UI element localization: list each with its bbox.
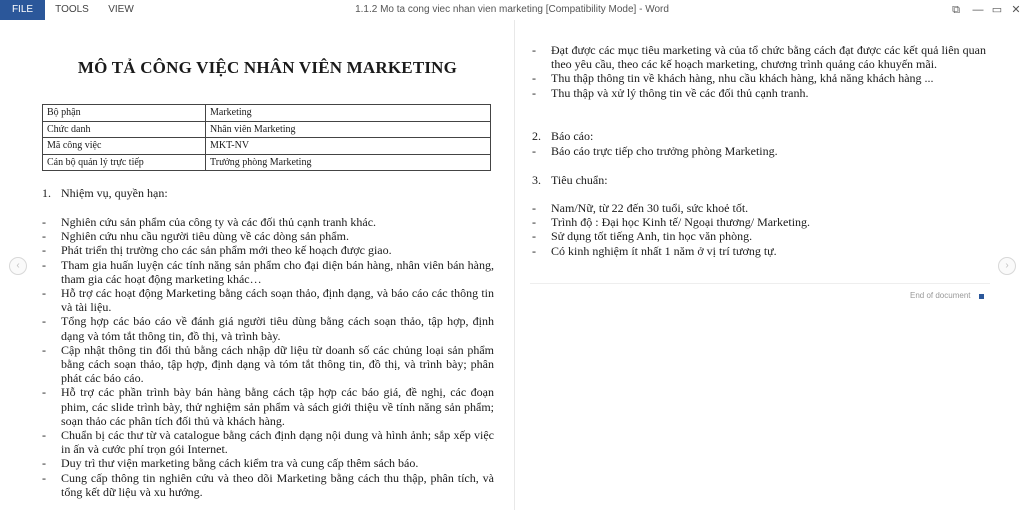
list-item: - Thu thập và xử lý thông tin về các đối thủ cạnh tranh.: [532, 85, 809, 100]
table-cell-value: Nhân viên Marketing: [206, 121, 491, 138]
list-item: - Tham gia huấn luyện các tính năng sản phẩm cho đại diện bán hàng, nhân viên bán hàng, tham gia các hoạt động marketing khác…: [42, 257, 494, 286]
document-title: MÔ TẢ CÔNG VIỆC NHÂN VIÊN MARKETING: [77, 58, 458, 77]
end-of-document-label: End of document: [910, 291, 971, 300]
section-1-list: [42, 215, 494, 499]
table-cell-key: Cán bộ quản lý trực tiếp: [43, 154, 206, 171]
job-info-table: [42, 104, 491, 171]
section-2-list: [532, 144, 986, 158]
close-icon[interactable]: ✕: [1011, 4, 1021, 16]
list-item: - Nghiên cứu sản phẩm của công ty và các đối thủ cạnh tranh khác.: [42, 215, 377, 229]
table-cell-key: Mã công việc: [43, 138, 206, 155]
list-item: - Báo cáo trực tiếp cho trưởng phòng Marketing.: [532, 144, 778, 158]
menu-file[interactable]: FILE: [0, 0, 45, 20]
list-item: - Cung cấp thông tin nghiên cứu và theo dõi Marketing bằng cách thu thập, phân tích, và tổng kết dữ liệu và xu hướng.: [42, 470, 494, 499]
section-1-heading: [42, 186, 482, 200]
list-item: - Cập nhật thông tin đối thủ bằng cách nhập dữ liệu từ doanh số các chủng loại sản phẩm bằng cách soạn thảo, tập hợp, định dạng và tóm tắt thông tin, đồ thị, và trình bày; phân phát các báo cáo.: [42, 342, 494, 386]
menu-tools[interactable]: TOOLS: [55, 4, 89, 15]
table-row: [43, 121, 491, 138]
table-cell-value: MKT-NV: [206, 138, 491, 155]
list-item: - Hỗ trợ các phần trình bày bán hàng bằng cách tập hợp các báo giá, đề nghị, các đoạn phim, các slide trình bày, thử nghiệm sản phẩm và sách giới thiệu về tính năng sản phẩm; soạn thảo các phân tích đối thủ và khách hàng.: [42, 385, 494, 428]
table-cell-value: Marketing: [206, 105, 491, 122]
maximize-icon[interactable]: ▭: [991, 4, 1003, 16]
list-item: - Trình độ : Đại học Kinh tế/ Ngoại thương/ Marketing.: [532, 215, 811, 230]
section-number: 1.: [42, 186, 51, 200]
restore-icon[interactable]: ⧉: [952, 4, 960, 16]
section-title: Tiêu chuẩn:: [551, 173, 608, 187]
minimize-icon[interactable]: —: [972, 4, 984, 16]
section-2-heading: [532, 129, 972, 143]
table-row: [43, 138, 491, 155]
list-item: - Duy trì thư viện marketing bằng cách kiểm tra và cung cấp thêm sách báo.: [42, 456, 419, 471]
table-row: [43, 154, 491, 171]
section-3-heading: [532, 173, 972, 187]
list-item: - Nam/Nữ, từ 22 đến 30 tuổi, sức khoẻ tốt.: [532, 201, 749, 215]
table-cell-key: Bộ phận: [43, 105, 206, 122]
page-divider: [514, 20, 515, 510]
previous-page-arrow-icon[interactable]: ‹: [9, 257, 27, 275]
list-item: - Hỗ trợ các hoạt động Marketing bằng cách soạn thảo, định dạng, và báo cáo các thông tin và tài liệu.: [42, 286, 494, 315]
list-item: - Chuẩn bị các thư từ và catalogue bằng cách định dạng nội dung và hình ảnh; sắp xếp việc in ấn và cước phí trọn gói Internet.: [42, 428, 494, 457]
end-of-document-marker-icon: [979, 294, 984, 299]
list-item: - Tổng hợp các báo cáo về đánh giá người tiêu dùng bằng cách soạn thảo, tập hợp, định dạng và tóm tắt thông tin, đồ thị, và trình bày.: [42, 314, 494, 343]
section-1-list-continued: [532, 43, 986, 100]
section-3-list: [532, 201, 986, 258]
page-end-line: [530, 283, 990, 284]
list-item: - Phát triển thị trường cho các sản phẩm mới theo kế hoạch được giao.: [42, 243, 392, 258]
list-item: - Nghiên cứu nhu cầu người tiêu dùng về các dòng sản phẩm.: [42, 229, 349, 244]
title-bar: [0, 0, 1024, 20]
menu-view[interactable]: VIEW: [108, 4, 134, 15]
next-page-arrow-icon[interactable]: ›: [998, 257, 1016, 275]
table-cell-key: Chức danh: [43, 121, 206, 138]
list-item: - Có kinh nghiệm ít nhất 1 năm ở vị trí tương tự.: [532, 243, 777, 258]
list-item: - Thu thập thông tin về khách hàng, nhu cầu khách hàng, khả năng khách hàng ...: [532, 71, 934, 86]
section-number: 2.: [532, 129, 541, 143]
section-title: Báo cáo:: [551, 129, 594, 143]
window-title: 1.1.2 Mo ta cong viec nhan vien marketing [Compatibility Mode] - Word: [355, 4, 669, 15]
section-number: 3.: [532, 173, 541, 187]
table-row: [43, 105, 491, 122]
section-title: Nhiệm vụ, quyền hạn:: [61, 186, 168, 200]
table-cell-value: Trưởng phòng Marketing: [206, 154, 491, 171]
list-item: - Đạt được các mục tiêu marketing và của tổ chức bằng cách đạt được các kết quả liên quan theo yêu cầu, theo các kế hoạch marketing, chương trình quảng cáo khuyến mãi.: [532, 43, 986, 72]
list-item: - Sử dụng tốt tiếng Anh, tin học văn phòng.: [532, 229, 753, 244]
